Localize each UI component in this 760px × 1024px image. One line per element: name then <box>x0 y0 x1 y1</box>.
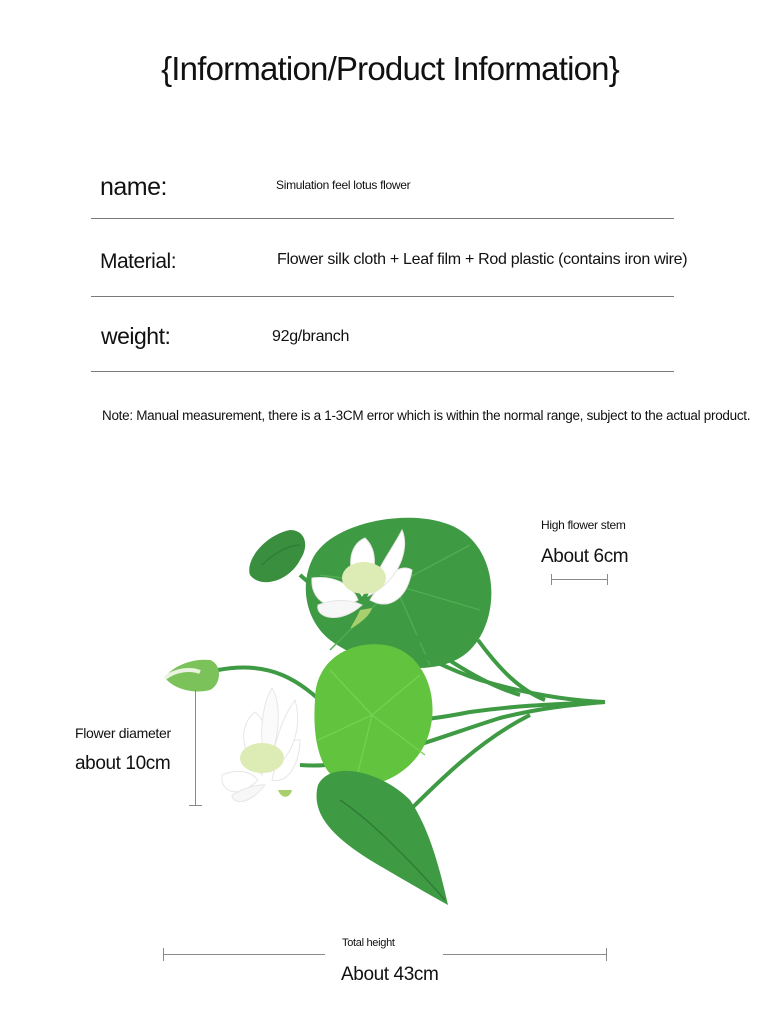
dimension-tick <box>189 805 202 806</box>
dimension-tick <box>607 574 608 585</box>
dimension-tick <box>163 948 164 961</box>
stem-dimension-line <box>552 579 608 580</box>
height-dimension-line-right <box>443 954 607 955</box>
spec-label-name: name: <box>100 173 167 201</box>
page-title: {Information/Product Information} <box>161 50 619 87</box>
table-divider <box>91 296 674 297</box>
height-dimension-value: About 43cm <box>341 964 439 985</box>
lower-lotus-flower <box>222 688 300 802</box>
spec-value-weight: 92g/branch <box>272 328 350 345</box>
spec-label-material: Material: <box>100 250 177 273</box>
height-dimension-label: Total height <box>342 937 395 949</box>
spec-label-weight: weight: <box>101 323 171 349</box>
dimension-tick <box>606 948 607 961</box>
spec-value-name: Simulation feel lotus flower <box>276 178 411 192</box>
table-divider <box>91 371 674 372</box>
diameter-dimension-label: Flower diameter <box>75 725 171 741</box>
diameter-dimension-line <box>195 690 196 806</box>
measurement-note: Note: Manual measurement, there is a 1-3CM error which is within the normal range, subject to the actual product. <box>102 408 751 423</box>
diameter-dimension-value: about 10cm <box>75 753 171 774</box>
stem-dimension-label: High flower stem <box>541 518 626 532</box>
dimension-tick <box>551 574 552 585</box>
stem-dimension-value: About 6cm <box>541 546 629 567</box>
height-dimension-line-left <box>163 954 325 955</box>
table-divider <box>91 218 674 219</box>
spec-value-material: Flower silk cloth + Leaf film + Rod plastic (contains iron wire) <box>277 251 688 268</box>
